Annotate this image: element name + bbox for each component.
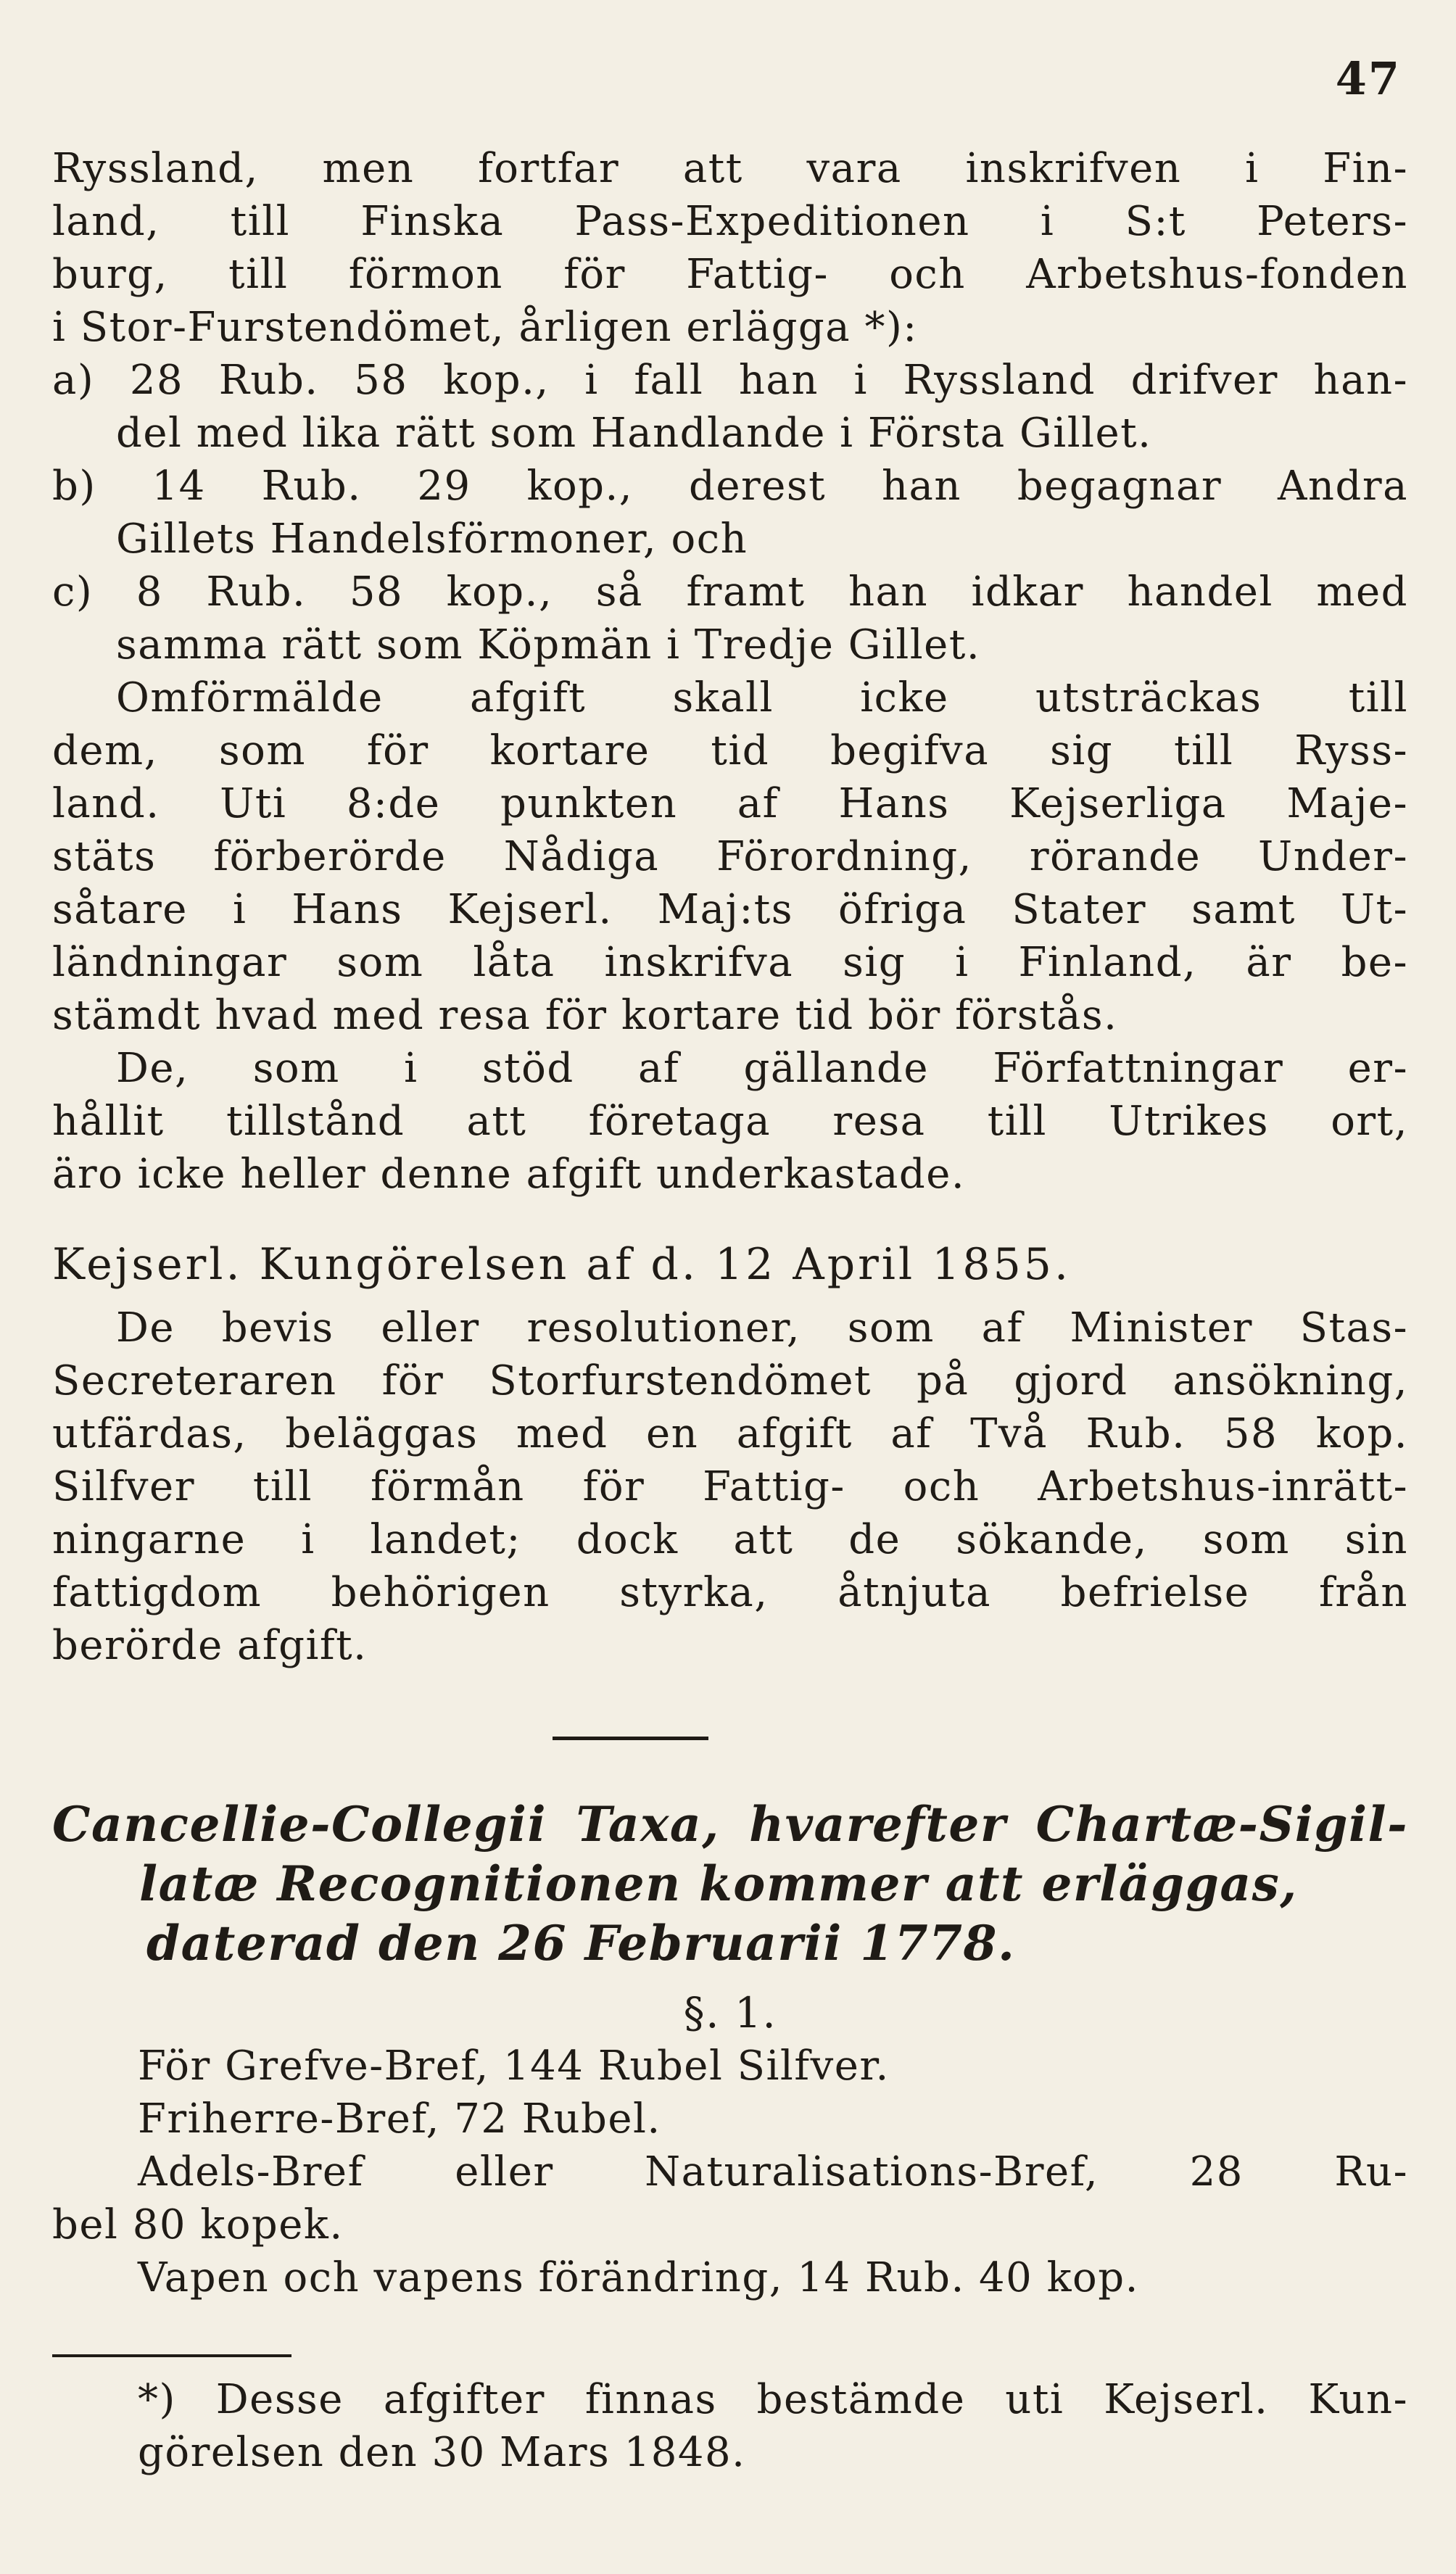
title-line: daterad den 26 Februarii 1778. (146, 1915, 1016, 1971)
text-line: land. Uti 8:de punkten af Hans Kejserliga Maje- (52, 780, 1408, 827)
text-line: utfärdas, beläggas med en afgift af Två Rub. 58 kop. (52, 1410, 1408, 1457)
text-line: stäts förberörde Nådiga Förordning, rörande Under- (52, 833, 1408, 880)
section-heading: Kejserl. Kungörelsen af d. 12 April 1855. (52, 1239, 1072, 1290)
separator-rule (52, 1737, 1408, 1740)
text-line: Gillets Handelsförmoner, och (116, 516, 748, 563)
text-line: Secreteraren för Storfurstendömet på gjord ansökning, (52, 1357, 1408, 1404)
text-line: burg, till förmon för Fattig- och Arbetshus-fonden (52, 251, 1408, 298)
fee-list (52, 1987, 1408, 2304)
text-line: De bevis eller resolutioner, som af Minister Stas- (116, 1304, 1408, 1352)
fee-item: Vapen och vapens förändring, 14 Rub. 40 kop. (138, 2254, 1139, 2301)
text-line: Omförmälde afgift skall icke utsträckas till (116, 674, 1408, 721)
footnote-line: görelsen den 30 Mars 1848. (138, 2429, 746, 2476)
text-line: Ryssland, men fortfar att vara inskrifven i Fin- (52, 145, 1408, 192)
text-line: såtare i Hans Kejserl. Maj:ts öfriga Stater samt Ut- (52, 886, 1408, 933)
text-line: land, till Finska Pass-Expeditionen i S:t Peters- (52, 198, 1408, 245)
text-line: ländningar som låta inskrifva sig i Finland, är be- (52, 939, 1408, 986)
fee-item: Adels-Bref eller Naturalisations-Bref, 28 Ru- (138, 2148, 1408, 2196)
fee-item: Friherre-Bref, 72 Rubel. (138, 2095, 661, 2143)
paragraph-passport-fees (52, 142, 1408, 1672)
tariff-title (52, 1795, 1408, 1973)
footnote-line: *) Desse afgifter finnas bestämde uti Kejserl. Kun- (138, 2376, 1408, 2423)
text-line: samma rätt som Köpmän i Tredje Gillet. (116, 621, 981, 669)
text-line: De, som i stöd af gällande Författningar er- (116, 1045, 1408, 1092)
text-line: fattigdom behörigen styrka, åtnjuta befrielse från (52, 1569, 1408, 1616)
list-item-a: a) 28 Rub. 58 kop., i fall han i Ryssland drifver han- (52, 357, 1408, 404)
footnote-rule (52, 2354, 291, 2357)
text-line: dem, som för kortare tid begifva sig till Ryss- (52, 727, 1408, 774)
title-line: latæ Recognitionen kommer att erläggas, (139, 1855, 1298, 1912)
text-line: ningarne i landet; dock att de sökande, som sin (52, 1516, 1408, 1563)
fee-item: För Grefve-Bref, 144 Rubel Silfver. (138, 2043, 890, 2090)
text-line: stämdt hvad med resa för kortare tid bör förstås. (52, 992, 1118, 1039)
section-number: §. 1. (683, 1988, 777, 2037)
list-item-c: c) 8 Rub. 58 kop., så framt han idkar handel med (52, 568, 1408, 616)
list-item-b: b) 14 Rub. 29 kop., derest han begagnar Andra (52, 463, 1408, 510)
text-line: Silfver till förmån för Fattig- och Arbetshus-inrätt- (52, 1463, 1408, 1510)
text-line: del med lika rätt som Handlande i Första Gillet. (116, 410, 1152, 457)
text-line: i Stor-Furstendömet, årligen erlägga *): (52, 304, 918, 351)
title-line: Cancellie-Collegii Taxa, hvarefter Chartæ-Sigil- (52, 1796, 1408, 1853)
fee-item: bel 80 kopek. (52, 2201, 344, 2248)
text-line: berörde afgift. (52, 1622, 368, 1669)
page-number: 47 (1335, 52, 1401, 105)
footnote (52, 2338, 1408, 2479)
text-line: hållit tillstånd att företaga resa till Utrikes ort, (52, 1098, 1408, 1145)
text-line: äro icke heller denne afgift underkastade. (52, 1151, 966, 1198)
